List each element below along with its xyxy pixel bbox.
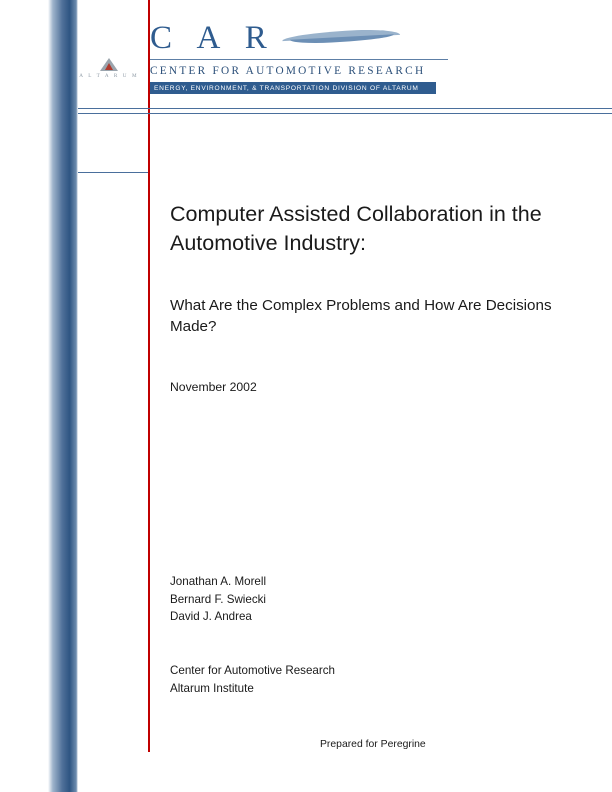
altarum-triangle-icon: [100, 58, 118, 71]
car-acronym: C A R: [150, 20, 276, 56]
altarum-wordmark: A L T A R U M: [79, 73, 139, 79]
division-banner: ENERGY, ENVIRONMENT, & TRANSPORTATION DIVISION OF ALTARUM: [150, 82, 436, 94]
car-acronym-wrap: [150, 22, 590, 58]
swoosh-icon: [282, 25, 402, 47]
affiliation-line: Altarum Institute: [170, 681, 254, 695]
page-title: Computer Assisted Collaboration in the Automotive Industry:: [170, 202, 542, 256]
altarum-logo: [78, 58, 140, 79]
author-name: Jonathan A. Morell: [170, 575, 267, 588]
page-subtitle: What Are the Complex Problems and How Are Decisions Made?: [170, 297, 552, 335]
left-decorative-bar: [48, 0, 78, 792]
author-name: David J. Andrea: [170, 610, 252, 624]
header-rule-1: [78, 108, 612, 109]
title-block: [170, 200, 590, 394]
affiliation-line: Center for Automotive Research: [170, 664, 335, 677]
side-rule: [78, 172, 148, 173]
author-list: [170, 573, 266, 626]
prepared-for-note: Prepared for Peregrine: [320, 739, 426, 750]
author-name: Bernard F. Swiecki: [170, 592, 267, 606]
car-logo-block: [150, 22, 590, 94]
publication-date: November 2002: [170, 379, 257, 394]
header-rule-2: [78, 113, 612, 114]
organization-name: CENTER FOR AUTOMOTIVE RESEARCH: [150, 65, 426, 77]
affiliation-block: [170, 662, 335, 697]
logo-divider: [150, 59, 448, 60]
